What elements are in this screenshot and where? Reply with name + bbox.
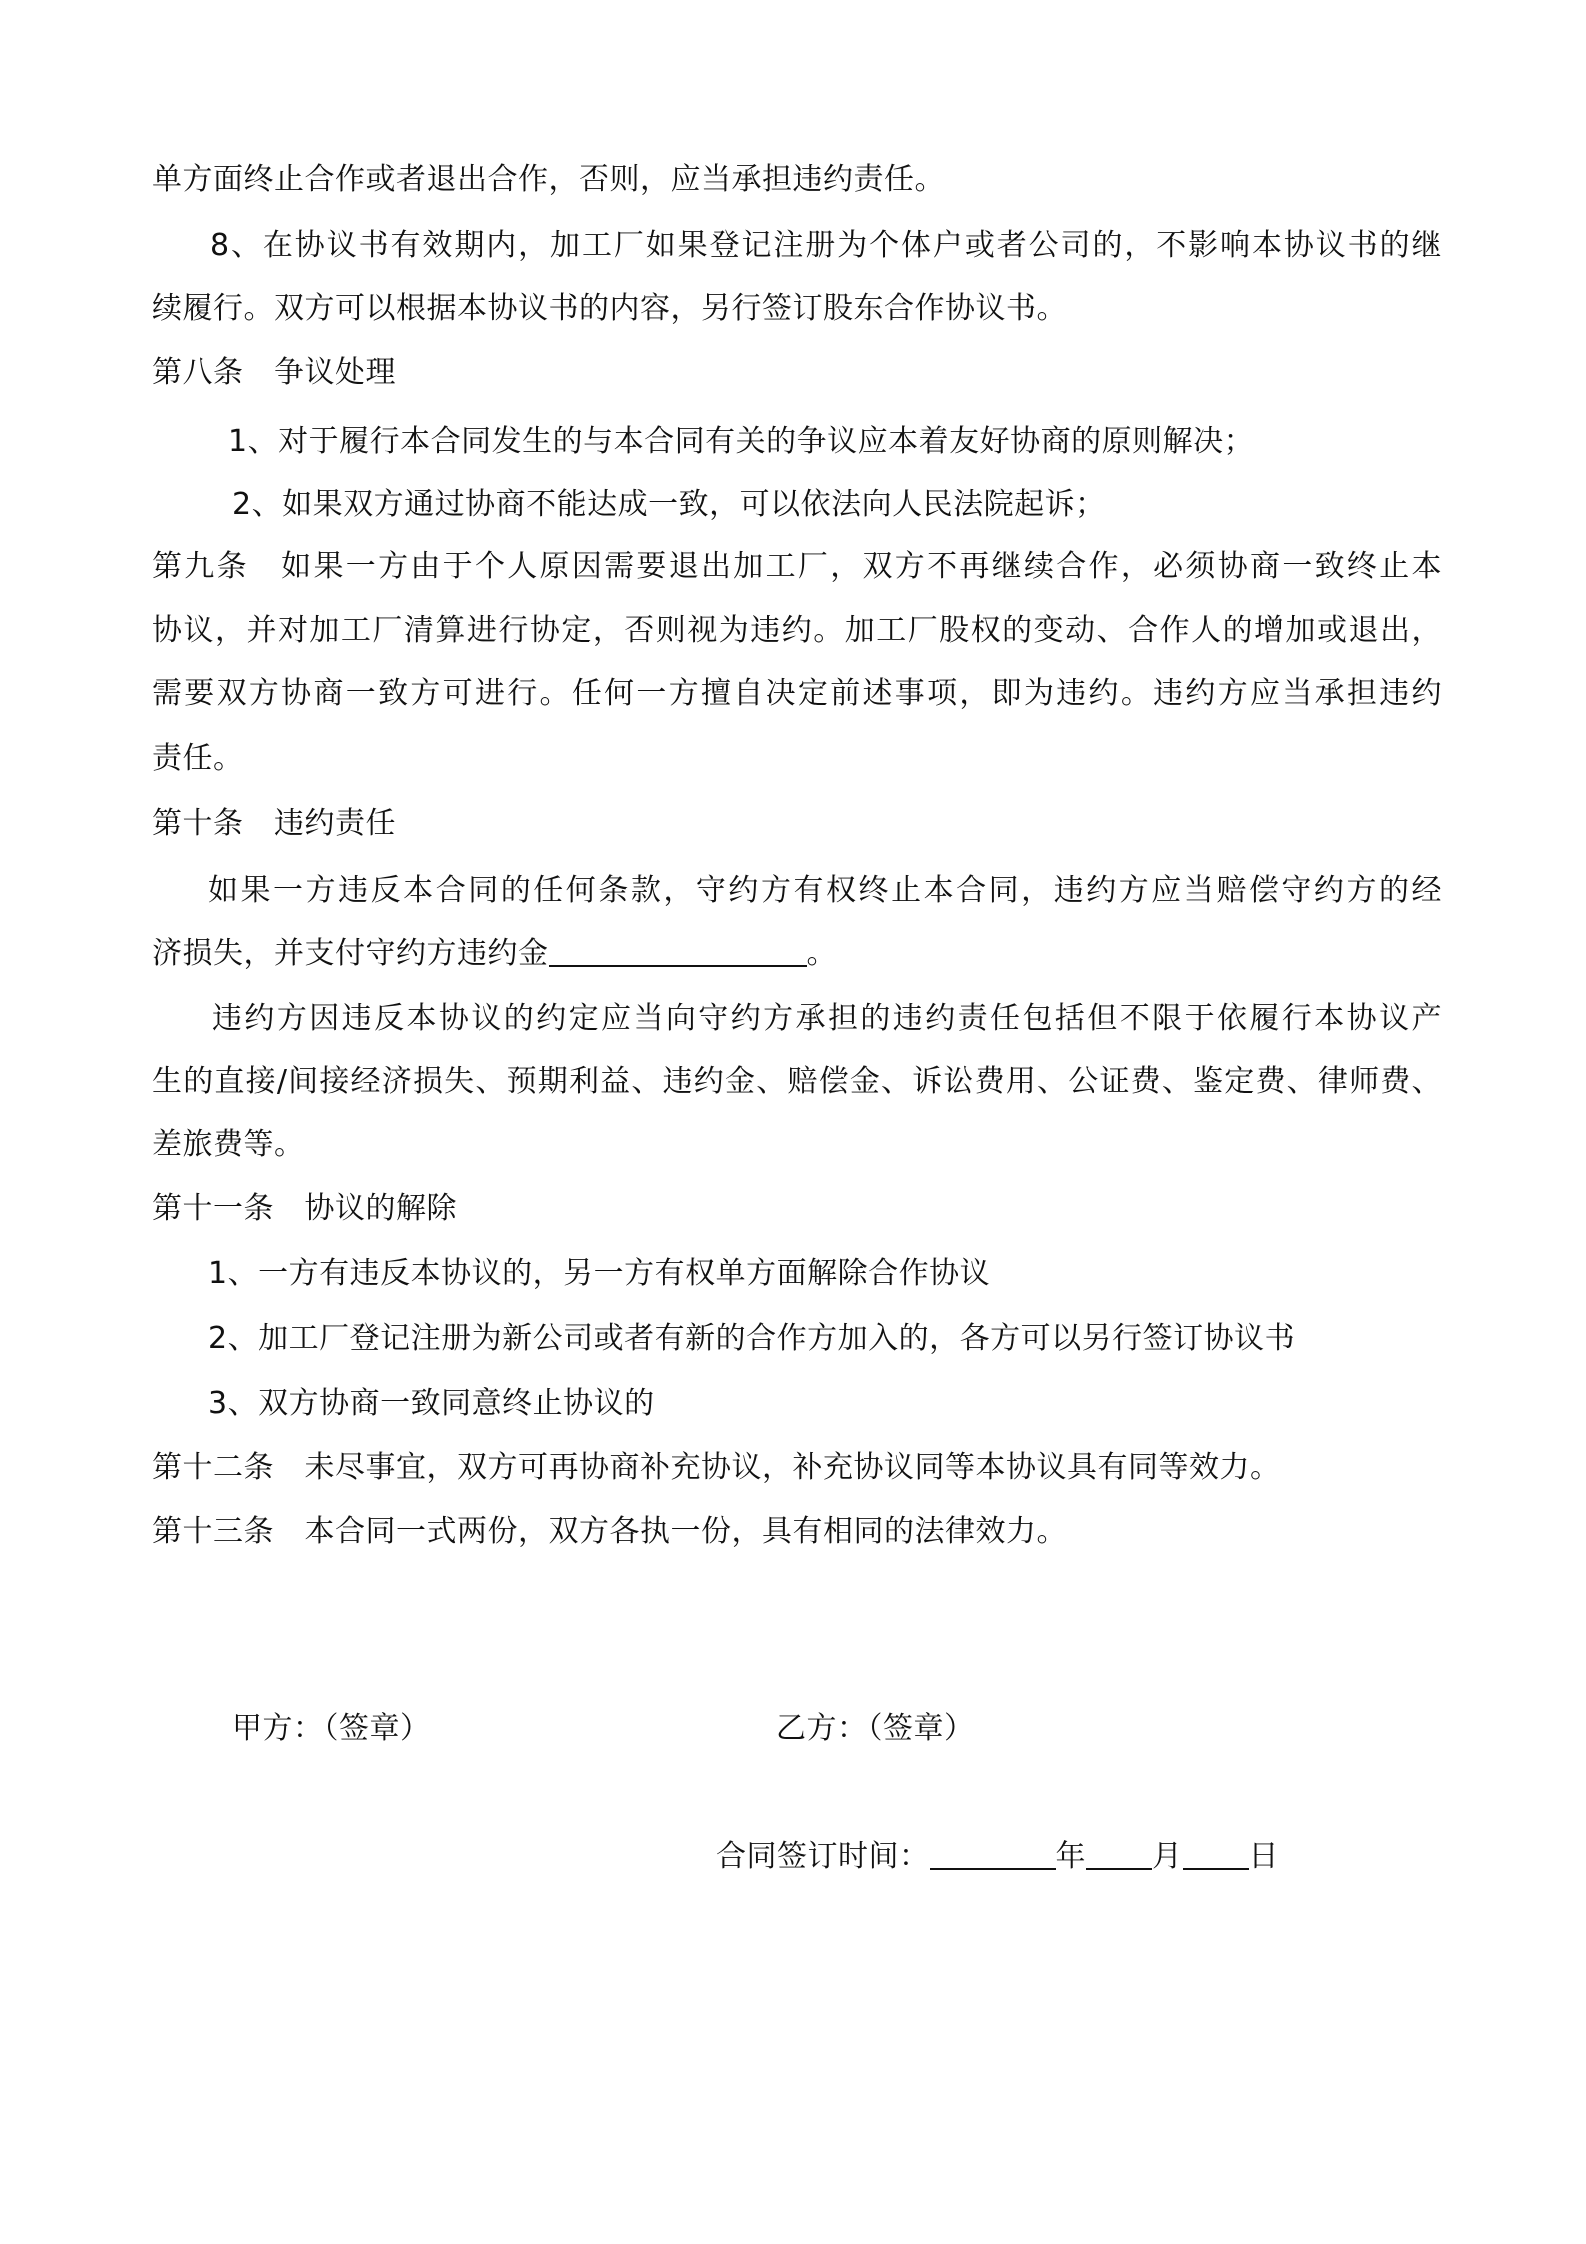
text-line: 违约方因违反本协议的约定应当向守约方承担的违约责任包括但不限于依履行本协议产 [212, 1001, 1442, 1036]
day-blank[interactable] [1183, 1838, 1249, 1870]
section-heading: 第十一条 协议的解除 [152, 1191, 457, 1226]
text-line: 第九条 如果一方由于个人原因需要退出加工厂，双方不再继续合作，必须协商一致终止本 [152, 549, 1442, 584]
section-heading: 第八条 争议处理 [152, 355, 396, 390]
party-a-signature: 甲方：（签章） [232, 1711, 431, 1746]
text-line: 差旅费等。 [152, 1127, 305, 1162]
text-line: 责任。 [152, 741, 244, 776]
text-line: 生的直接/间接经济损失、预期利益、违约金、赔偿金、诉讼费用、公证费、鉴定费、律师费、 [152, 1064, 1442, 1099]
text-line: 续履行。双方可以根据本协议书的内容，另行签订股东合作协议书。 [152, 291, 1067, 326]
section-heading: 第十条 违约责任 [152, 806, 396, 841]
list-item: 1、对于履行本合同发生的与本合同有关的争议应本着友好协商的原则解决； [228, 424, 1255, 459]
year-blank[interactable] [930, 1838, 1056, 1870]
day-label: 日 [1248, 1839, 1279, 1874]
year-label: 年 [1055, 1839, 1086, 1874]
text-line: 协议，并对加工厂清算进行协定，否则视为违约。加工厂股权的变动、合作人的增加或退出， [152, 613, 1442, 648]
penalty-line [152, 935, 837, 972]
text-line: 第十三条 本合同一式两份，双方各执一份，具有相同的法律效力。 [152, 1514, 1067, 1549]
text-line: 如果一方违反本合同的任何条款，守约方有权终止本合同，违约方应当赔偿守约方的经 [208, 873, 1442, 908]
text-line: 8、在协议书有效期内，加工厂如果登记注册为个体户或者公司的，不影响本协议书的继 [210, 228, 1442, 263]
text-line: 单方面终止合作或者退出合作，否则，应当承担违约责任。 [152, 162, 945, 197]
penalty-amount-blank[interactable] [549, 935, 807, 967]
text-line: 第十二条 未尽事宜，双方可再协商补充协议，补充协议同等本协议具有同等效力。 [152, 1450, 1281, 1485]
text-segment: 。 [806, 936, 837, 971]
party-b-signature: 乙方：（签章） [776, 1711, 975, 1746]
month-label: 月 [1152, 1839, 1183, 1874]
list-item: 1、一方有违反本协议的，另一方有权单方面解除合作协议 [208, 1256, 991, 1291]
month-blank[interactable] [1086, 1838, 1152, 1870]
text-segment: 济损失，并支付守约方违约金 [152, 936, 549, 971]
list-item: 3、双方协商一致同意终止协议的 [208, 1386, 655, 1421]
text-line: 需要双方协商一致方可进行。任何一方擅自决定前述事项，即为违约。违约方应当承担违约 [152, 676, 1442, 711]
sign-date-row [716, 1838, 1279, 1875]
list-item: 2、加工厂登记注册为新公司或者有新的合作方加入的，各方可以另行签订协议书 [208, 1321, 1296, 1356]
sign-date-label: 合同签订时间： [716, 1839, 930, 1874]
list-item: 2、如果双方通过协商不能达成一致，可以依法向人民法院起诉； [232, 487, 1106, 522]
